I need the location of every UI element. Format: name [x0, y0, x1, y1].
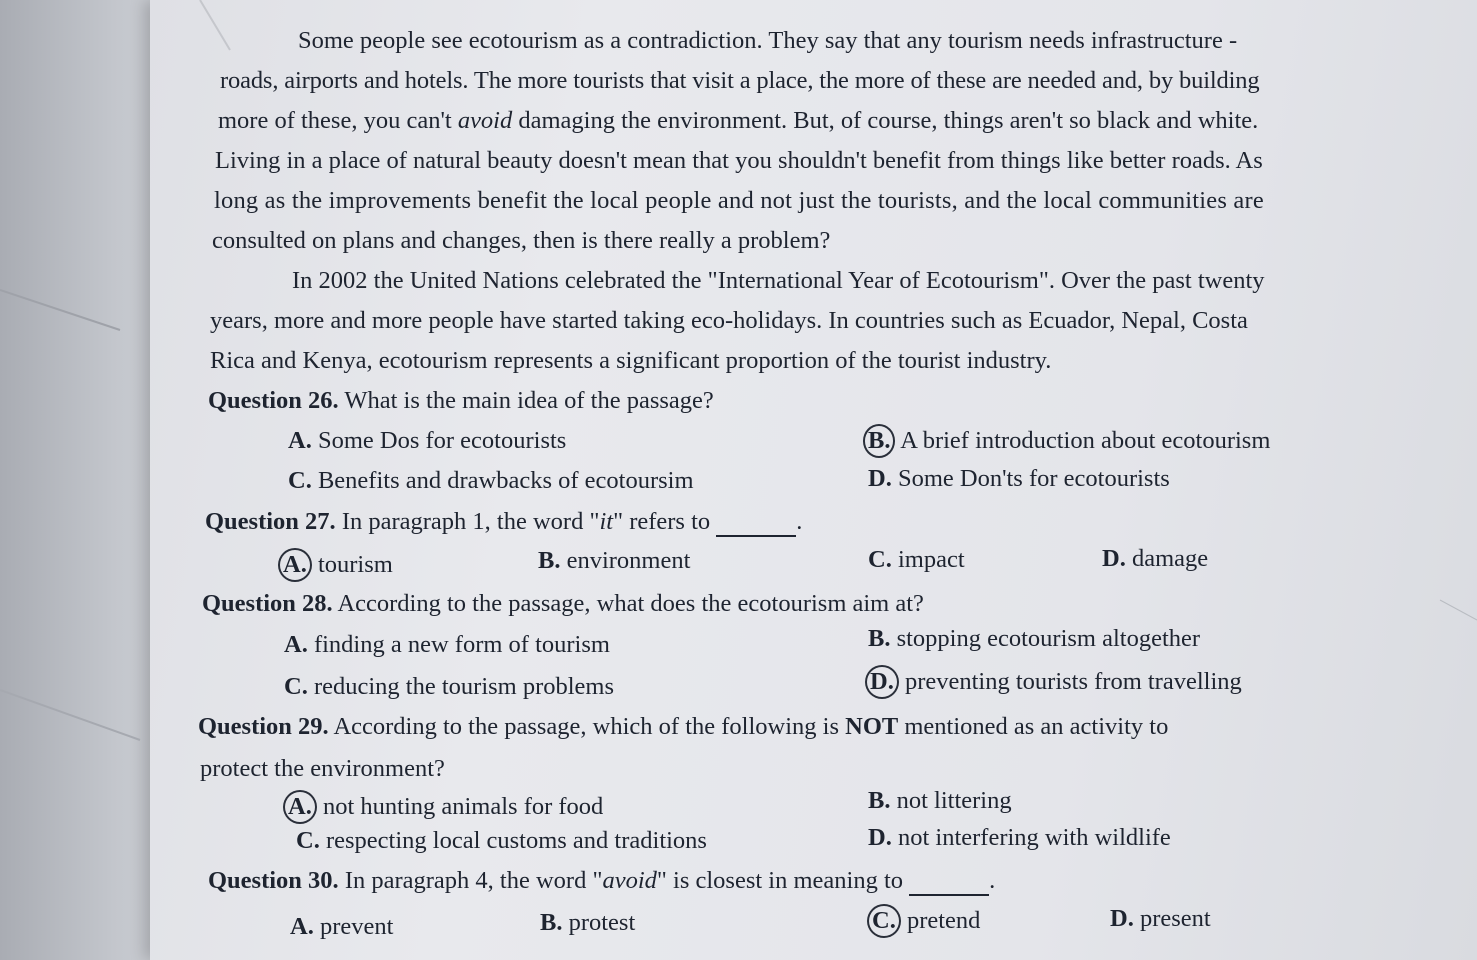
passage-line: consulted on plans and changes, then is there really a problem? — [212, 227, 831, 254]
option-27c[interactable]: C. impact — [868, 546, 965, 573]
option-30d[interactable]: D. present — [1110, 905, 1211, 932]
option-26b[interactable]: B. A brief introduction about ecotourism — [868, 424, 1270, 458]
option-28a[interactable]: A. finding a new form of tourism — [284, 631, 610, 658]
question-27: Question 27. In paragraph 1, the word "it" refers to . — [205, 508, 803, 535]
passage-line: years, more and more people have started taking eco-holidays. In countries such as Ecuador, Nepal, Costa — [210, 307, 1248, 334]
circled-answer-mark: A. — [278, 548, 312, 582]
option-28d[interactable]: D. preventing tourists from travelling — [870, 665, 1242, 699]
avoid-word: avoid — [457, 107, 513, 134]
option-29d[interactable]: D. not interfering with wildlife — [868, 824, 1171, 851]
option-29a[interactable]: A. not hunting animals for food — [288, 790, 603, 824]
question-26: Question 26. What is the main idea of the passage? — [208, 387, 714, 414]
option-29c[interactable]: C. respecting local customs and traditions — [296, 827, 707, 854]
passage-line: more of these, you can't avoid damaging the environment. But, of course, things aren't so black and white. — [218, 107, 1259, 134]
option-26a[interactable]: A. Some Dos for ecotourists — [288, 427, 567, 454]
passage-line: Some people see ecotourism as a contradiction. They say that any tourism needs infrastructure - — [298, 27, 1238, 54]
option-27d[interactable]: D. damage — [1102, 545, 1209, 572]
answer-blank — [716, 513, 796, 537]
passage-line: Living in a place of natural beauty doesn't mean that you shouldn't benefit from things like better roads. As — [215, 147, 1263, 174]
question-28: Question 28. According to the passage, what does the ecotourism aim at? — [202, 590, 924, 617]
option-30c[interactable]: C. pretend — [872, 904, 980, 938]
circled-answer-mark: A. — [283, 790, 317, 824]
answer-blank — [909, 872, 989, 896]
passage-line: long as the improvements benefit the local people and not just the tourists, and the local communities are — [214, 187, 1264, 214]
question-29: Question 29. According to the passage, which of the following is NOT mentioned as an activity to — [198, 713, 1169, 740]
question-29-line2: protect the environment? — [200, 755, 445, 782]
passage-line: In 2002 the United Nations celebrated the "International Year of Ecotourism". Over the past twenty — [292, 267, 1265, 294]
passage-line: roads, airports and hotels. The more tourists that visit a place, the more of these are needed and, by building — [220, 67, 1260, 94]
circled-answer-mark: B. — [863, 424, 895, 458]
option-28c[interactable]: C. reducing the tourism problems — [284, 673, 615, 700]
option-30a[interactable]: A. prevent — [290, 913, 394, 940]
option-26d[interactable]: D. Some Don'ts for ecotourists — [868, 465, 1170, 492]
circled-answer-mark: C. — [867, 904, 901, 938]
option-27a[interactable]: A. tourism — [283, 548, 393, 582]
question-30: Question 30. In paragraph 4, the word "avoid" is closest in meaning to . — [208, 867, 996, 894]
option-26c[interactable]: C. Benefits and drawbacks of ecotoursim — [288, 467, 694, 494]
option-28b[interactable]: B. stopping ecotourism altogether — [868, 625, 1201, 652]
option-27b[interactable]: B. environment — [538, 547, 691, 574]
circled-answer-mark: D. — [865, 665, 899, 699]
option-29b[interactable]: B. not littering — [868, 787, 1012, 814]
passage-line: Rica and Kenya, ecotourism represents a significant proportion of the tourist industry. — [210, 347, 1052, 374]
option-30b[interactable]: B. protest — [540, 909, 636, 936]
